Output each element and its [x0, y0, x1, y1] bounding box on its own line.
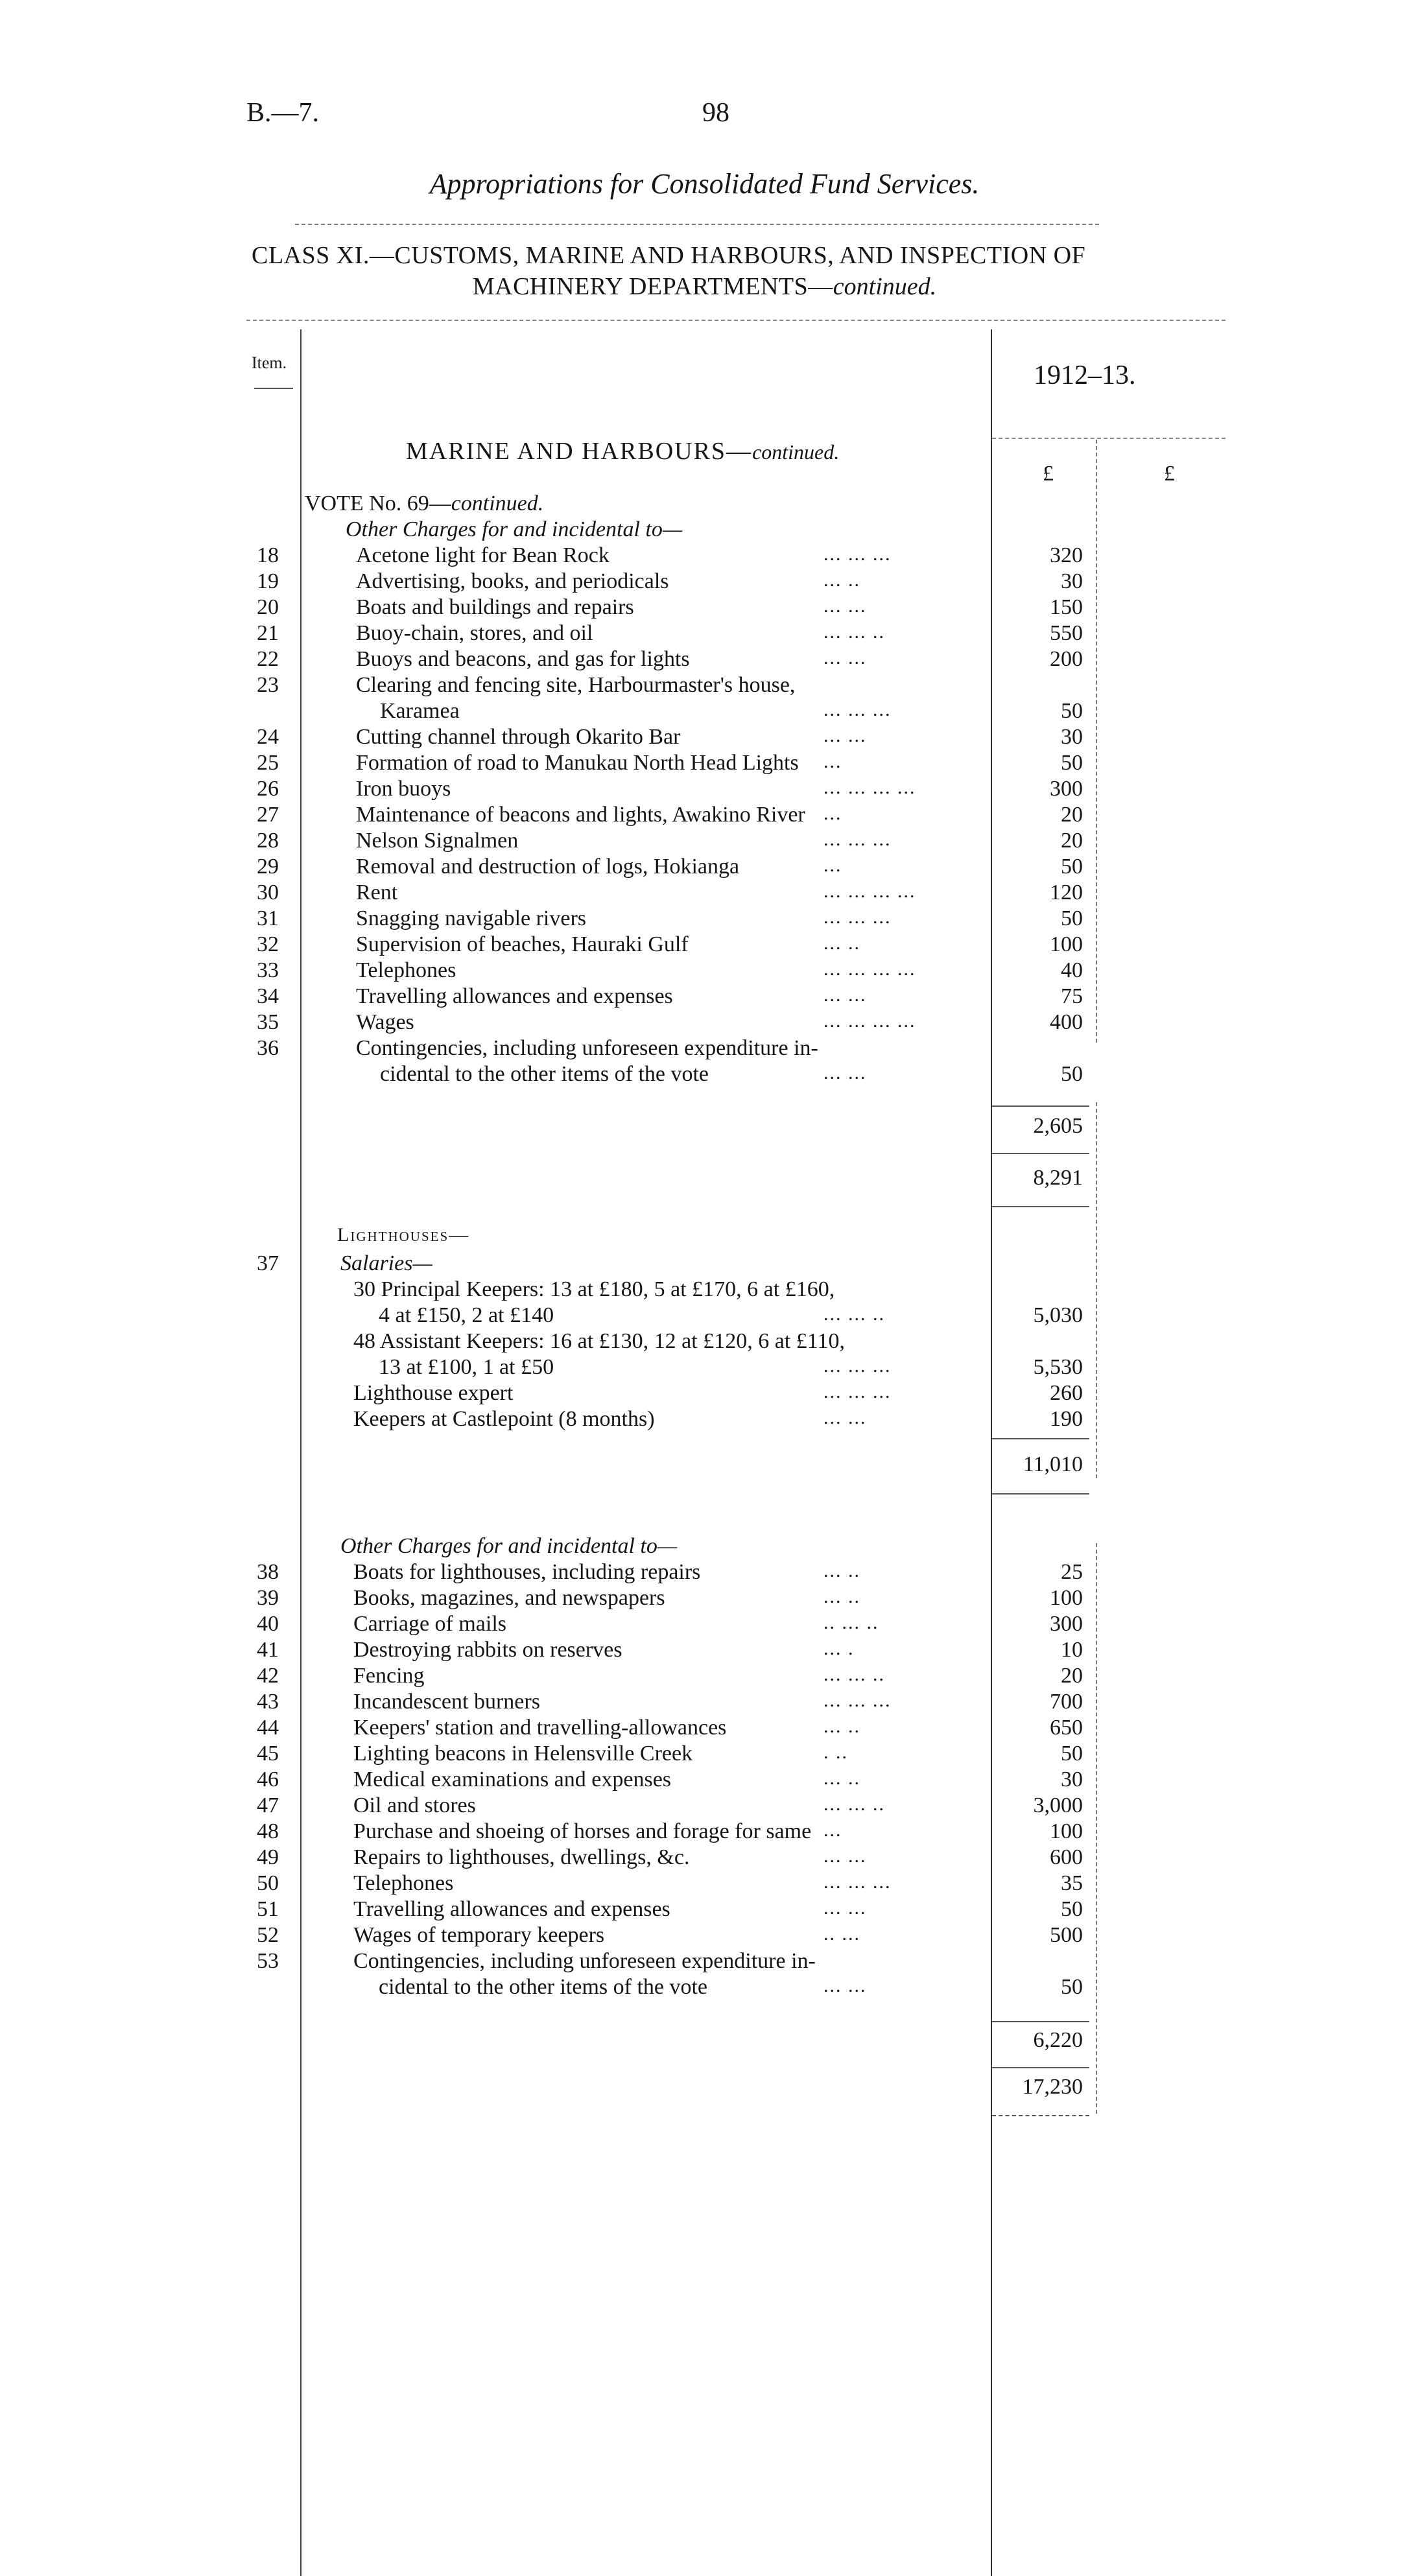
item-number: 40 [257, 1612, 279, 1636]
item-amount: 50 [1061, 1062, 1083, 1086]
leader-dots: ... ... [823, 595, 867, 617]
item-amount: 400 [1050, 1010, 1083, 1034]
salaries-total-rule [992, 1438, 1089, 1439]
item-number: 21 [257, 621, 279, 645]
item-number: 44 [257, 1716, 279, 1740]
salary-description-continued: 4 at £150, 2 at £140 [379, 1303, 554, 1327]
leader-dots: ... ... [823, 984, 867, 1006]
leader-dots: ... ... ... [823, 1690, 892, 1711]
leader-dots: ... [823, 751, 842, 772]
item-description: Carriage of mails [353, 1612, 507, 1636]
leader-dots: ... .. [823, 1767, 860, 1789]
item-description: Formation of road to Manukau North Head Lights [356, 751, 799, 775]
item-amount: 30 [1061, 725, 1083, 749]
leader-dots: .. ... [823, 1923, 860, 1944]
item-amount: 20 [1061, 1664, 1083, 1688]
item-description: Cutting channel through Okarito Bar [356, 725, 681, 749]
item-description: Acetone light for Bean Rock [356, 543, 610, 567]
item-number: 36 [257, 1036, 279, 1060]
item-amount: 100 [1050, 932, 1083, 956]
item-description: Purchase and shoeing of horses and forage for same [353, 1819, 812, 1843]
item-description: Wages [356, 1010, 414, 1034]
vote-subtotal-rule [992, 1105, 1089, 1107]
leader-dots: ... .. [823, 932, 860, 954]
leader-dots: ... ... ... ... [823, 777, 916, 798]
leader-dots: ... .. [823, 1586, 860, 1607]
pound-symbol-1: £ [1043, 462, 1054, 486]
item-description: Fencing [353, 1664, 425, 1688]
salary-amount: 5,530 [1033, 1355, 1083, 1379]
class-heading-line2 [0, 272, 1409, 301]
salaries-total-rule-bottom [992, 1493, 1089, 1495]
item-description: Destroying rabbits on reserves [353, 1638, 622, 1662]
vote-total-rule-top [992, 1153, 1089, 1154]
leader-dots: ... . [823, 1638, 855, 1659]
section-title-continued: continued. [752, 440, 840, 464]
item-amount: 50 [1061, 855, 1083, 879]
item-amount: 150 [1050, 595, 1083, 619]
leader-dots: ... [823, 1819, 842, 1841]
item-amount: 200 [1050, 647, 1083, 671]
year-column-header: 1912–13. [1034, 360, 1136, 390]
item-description: Removal and destruction of logs, Hokianga [356, 855, 740, 879]
leader-dots: ... ... ... ... [823, 958, 916, 980]
item-amount: 120 [1050, 880, 1083, 904]
item-description: Clearing and fencing site, Harbourmaster's house, [356, 673, 796, 697]
amount-column-divider-mid-3 [1096, 1543, 1097, 2114]
vote-total: 8,291 [1033, 1166, 1083, 1190]
leader-dots: ... ... ... [823, 1871, 892, 1893]
item-number: 45 [257, 1742, 279, 1766]
leader-dots: ... ... ... [823, 543, 892, 565]
item-description: Repairs to lighthouses, dwellings, &c. [353, 1845, 690, 1869]
salaries-heading: Salaries— [340, 1251, 432, 1275]
item-description: Oil and stores [353, 1793, 476, 1817]
leader-dots: ... ... [823, 1407, 867, 1428]
year-header-rule [992, 438, 1225, 439]
item-description: Medical examinations and expenses [353, 1767, 672, 1791]
leader-dots: ... ... [823, 1062, 867, 1083]
item-number: 24 [257, 725, 279, 749]
amount-column-divider-mid-2 [1096, 1102, 1097, 1478]
salary-amount: 190 [1050, 1407, 1083, 1431]
item-description: Telephones [356, 958, 456, 982]
item-number: 32 [257, 932, 279, 956]
item-column-header: Item. [252, 353, 287, 372]
item-description: Boats for lighthouses, including repairs [353, 1560, 701, 1584]
item-amount: 700 [1050, 1690, 1083, 1714]
item-description: Travelling allowances and expenses [356, 984, 673, 1008]
item-description: Supervision of beaches, Hauraki Gulf [356, 932, 689, 956]
leader-dots: ... ... [823, 1975, 867, 1996]
pound-symbol-2: £ [1164, 462, 1175, 486]
item-description: Lighting beacons in Helensville Creek [353, 1742, 693, 1766]
item-description: Contingencies, including unforeseen expenditure in- [356, 1036, 818, 1060]
leader-dots: ... ... .. [823, 1664, 885, 1685]
item-description: Boats and buildings and repairs [356, 595, 634, 619]
item-amount: 3,000 [1033, 1793, 1083, 1817]
lighthouses-total: 17,230 [1022, 2075, 1083, 2099]
item-description: Iron buoys [356, 777, 451, 801]
item-amount: 75 [1061, 984, 1083, 1008]
lighthouses-heading: Lighthouses— [337, 1224, 470, 1246]
item-amount: 50 [1061, 1742, 1083, 1766]
salaries-total: 11,010 [1023, 1452, 1083, 1476]
item-number: 42 [257, 1664, 279, 1688]
item-number: 27 [257, 803, 279, 827]
vote-label-continued: continued. [451, 491, 544, 515]
item-amount: 100 [1050, 1819, 1083, 1843]
item-description: Snagging navigable rivers [356, 906, 587, 930]
leader-dots: ... .. [823, 569, 860, 591]
item-number: 46 [257, 1767, 279, 1791]
leader-dots: ... [823, 855, 842, 876]
item-amount: 20 [1061, 829, 1083, 853]
item-description: Maintenance of beacons and lights, Awakino River [356, 803, 805, 827]
item-number: 39 [257, 1586, 279, 1610]
item-description: Wages of temporary keepers [353, 1923, 605, 1947]
item-column-divider [300, 329, 302, 2576]
leader-dots: ... ... .. [823, 621, 885, 643]
leader-dots: .. ... .. [823, 1612, 879, 1633]
item-description-continued: cidental to the other items of the vote [379, 1975, 708, 1999]
item-amount: 650 [1050, 1716, 1083, 1740]
item-number: 23 [257, 673, 279, 697]
item-description: Books, magazines, and newspapers [353, 1586, 665, 1610]
salary-description: Keepers at Castlepoint (8 months) [353, 1407, 655, 1431]
leader-dots: ... ... [823, 1845, 867, 1867]
leader-dots: ... .. [823, 1716, 860, 1737]
item-amount: 300 [1050, 777, 1083, 801]
item-number: 51 [257, 1897, 279, 1921]
item-number: 47 [257, 1793, 279, 1817]
item-amount: 50 [1061, 1897, 1083, 1921]
lighthouse-other-charges-heading: Other Charges for and incidental to— [340, 1534, 678, 1558]
item-number: 43 [257, 1690, 279, 1714]
item-description: Telephones [353, 1871, 454, 1895]
item-description-continued: Karamea [380, 699, 460, 723]
item-amount: 50 [1061, 1975, 1083, 1999]
salary-description: 30 Principal Keepers: 13 at £180, 5 at £170, 6 at £160, [353, 1277, 835, 1301]
vote-label [305, 491, 543, 516]
salary-amount: 5,030 [1033, 1303, 1083, 1327]
document-reference: B.—7. [246, 98, 320, 128]
class-heading-text: MACHINERY DEPARTMENTS— [472, 273, 833, 300]
item-number: 28 [257, 829, 279, 853]
item-number: 37 [257, 1251, 279, 1275]
item-description: Keepers' station and travelling-allowances [353, 1716, 727, 1740]
item-amount: 100 [1050, 1586, 1083, 1610]
item-description: Buoy-chain, stores, and oil [356, 621, 593, 645]
item-amount: 50 [1061, 751, 1083, 775]
item-number: 48 [257, 1819, 279, 1843]
leader-dots: ... ... [823, 647, 867, 668]
item-amount: 50 [1061, 906, 1083, 930]
item-description-continued: cidental to the other items of the vote [380, 1062, 709, 1086]
item-number: 35 [257, 1010, 279, 1034]
salary-amount: 260 [1050, 1381, 1083, 1405]
item-number: 25 [257, 751, 279, 775]
page-title: Appropriations for Consolidated Fund Services. [429, 168, 980, 200]
section-title-text: MARINE AND HARBOURS— [406, 438, 753, 465]
leader-dots: ... ... ... [823, 699, 892, 720]
leader-dots: . .. [823, 1742, 848, 1763]
other-charges-total: 6,220 [1033, 2028, 1083, 2052]
table-top-rule [246, 320, 1225, 321]
item-number: 53 [257, 1949, 279, 1973]
leader-dots: ... ... ... [823, 829, 892, 850]
item-number: 22 [257, 647, 279, 671]
item-number: 20 [257, 595, 279, 619]
item-amount: 50 [1061, 699, 1083, 723]
leader-dots: ... ... ... [823, 1355, 892, 1377]
item-amount: 25 [1061, 1560, 1083, 1584]
item-number: 31 [257, 906, 279, 930]
leader-dots: ... [823, 803, 842, 824]
lighthouses-total-rule-bottom [992, 2115, 1089, 2116]
amount-column-divider-mid [1096, 440, 1097, 1043]
item-description: Incandescent burners [353, 1690, 540, 1714]
item-amount: 600 [1050, 1845, 1083, 1869]
item-amount: 10 [1061, 1638, 1083, 1662]
item-amount: 30 [1061, 1767, 1083, 1791]
other-total-rule [992, 2021, 1089, 2022]
leader-dots: ... ... ... [823, 1381, 892, 1402]
salary-description: 48 Assistant Keepers: 16 at £130, 12 at £120, 6 at £110, [353, 1329, 845, 1353]
item-number: 34 [257, 984, 279, 1008]
leader-dots: ... ... [823, 1897, 867, 1919]
title-rule [295, 224, 1099, 225]
leader-dots: ... ... ... [823, 906, 892, 928]
item-amount: 40 [1061, 958, 1083, 982]
item-amount: 30 [1061, 569, 1083, 593]
other-charges-heading: Other Charges for and incidental to— [346, 517, 683, 541]
item-number: 18 [257, 543, 279, 567]
item-description: Nelson Signalmen [356, 829, 519, 853]
page-number: 98 [702, 98, 729, 128]
item-number: 19 [257, 569, 279, 593]
vote-subtotal: 2,605 [1033, 1114, 1083, 1138]
item-number: 26 [257, 777, 279, 801]
item-description: Contingencies, including unforeseen expenditure in- [353, 1949, 816, 1973]
item-description: Rent [356, 880, 398, 904]
item-amount: 500 [1050, 1923, 1083, 1947]
item-amount: 300 [1050, 1612, 1083, 1636]
item-number: 49 [257, 1845, 279, 1869]
leader-dots: ... .. [823, 1560, 860, 1581]
item-number: 30 [257, 880, 279, 904]
vote-total-rule-bottom [992, 1206, 1089, 1207]
class-heading-continued: continued. [833, 273, 937, 300]
item-description: Travelling allowances and expenses [353, 1897, 670, 1921]
class-heading-line1: CLASS XI.—CUSTOMS, MARINE AND HARBOURS, AND INSPECTION OF [252, 242, 1086, 269]
item-amount: 20 [1061, 803, 1083, 827]
item-description: Advertising, books, and periodicals [356, 569, 669, 593]
item-description: Buoys and beacons, and gas for lights [356, 647, 690, 671]
leader-dots: ... ... ... ... [823, 880, 916, 902]
item-amount: 550 [1050, 621, 1083, 645]
item-header-rule [254, 388, 293, 389]
item-number: 38 [257, 1560, 279, 1584]
item-amount: 35 [1061, 1871, 1083, 1895]
item-number: 50 [257, 1871, 279, 1895]
leader-dots: ... ... ... ... [823, 1010, 916, 1032]
item-number: 29 [257, 855, 279, 879]
section-title [406, 437, 839, 466]
vote-label-text: VOTE No. 69— [305, 491, 451, 515]
item-number: 41 [257, 1638, 279, 1662]
item-amount: 320 [1050, 543, 1083, 567]
salary-description-continued: 13 at £100, 1 at £50 [379, 1355, 554, 1379]
salary-description: Lighthouse expert [353, 1381, 514, 1405]
leader-dots: ... ... [823, 725, 867, 746]
leader-dots: ... ... .. [823, 1793, 885, 1815]
lighthouses-total-rule-top [992, 2067, 1089, 2068]
leader-dots: ... ... .. [823, 1303, 885, 1325]
item-number: 52 [257, 1923, 279, 1947]
item-number: 33 [257, 958, 279, 982]
